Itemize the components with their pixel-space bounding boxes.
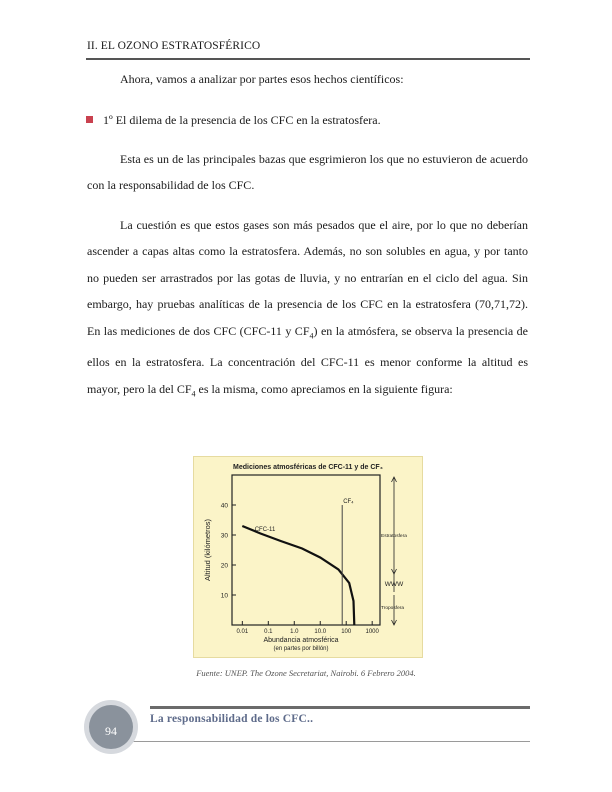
y-tick-label: 30 bbox=[220, 532, 228, 540]
page-number: 94 bbox=[89, 705, 133, 749]
layer-label-troposphere: Troposfera bbox=[381, 606, 405, 611]
bullet-item bbox=[86, 111, 381, 129]
x-axis-sublabel: (en partes por billón) bbox=[273, 646, 329, 652]
tropopause-symbol: WWW bbox=[384, 581, 404, 588]
series-label-cfc-11: CFC-11 bbox=[254, 527, 276, 533]
chart-svg bbox=[194, 457, 422, 657]
chart-title: Mediciones atmosféricas de CFC-11 y de CF₄ bbox=[233, 464, 383, 471]
footer-divider-top bbox=[150, 706, 530, 709]
paragraph-2-subscript-2: 4 bbox=[191, 389, 196, 399]
figure-caption: Fuente: UNEP. The Ozone Secretariat, Nairobi. 6 Febrero 2004. bbox=[196, 668, 416, 678]
layer-label-stratosphere: Estratosfera bbox=[381, 534, 407, 539]
page-header-title: II. EL OZONO ESTRATOSFÉRICO bbox=[87, 40, 261, 52]
paragraph-1: Esta es un de las principales bazas que esgrimieron los que no estuvieron de acuerdo con la responsabilidad de los CFC. bbox=[87, 152, 528, 193]
y-tick-label: 40 bbox=[220, 502, 228, 510]
bullet-text: 1º El dilema de la presencia de los CFC en la estratosfera. bbox=[103, 113, 381, 127]
series-line-cfc-11 bbox=[242, 526, 354, 625]
paragraph-2-subscript-1: 4 bbox=[309, 331, 314, 341]
paragraph-2-part-a: La cuestión es que estos gases son más pesados que el aire, por lo que no deberían ascender a capas altas como la estratosfera. Además, no son solubles en agua, y por tanto no pueden ser arrastrados por las gotas de lluvia, y no entrarían en el ciclo del agua. Sin embargo, hay pruebas analíticas de la presencia de los CFC en la estratosfera (70,71,72). En las mediciones de dos CFC (CFC-11 y CF bbox=[87, 218, 528, 338]
footer-divider-bottom bbox=[130, 741, 530, 742]
y-tick-label: 10 bbox=[220, 592, 228, 600]
x-tick-label: 0.1 bbox=[264, 629, 273, 635]
x-tick-label: 1.0 bbox=[290, 629, 299, 635]
y-axis-label: Altitud (kilómetros) bbox=[203, 518, 212, 582]
paragraph-2-part-b: ) en la atmósfera, se observa la presencia de ellos en la estratosfera. La concentración del CFC-11 es menor conforme la altitud es mayor, pero la del CF bbox=[87, 323, 528, 396]
header-divider bbox=[86, 58, 530, 60]
x-tick-label: 1000 bbox=[365, 629, 379, 635]
paragraph-2 bbox=[87, 212, 528, 408]
footer-title: La responsabilidad de los CFC.. bbox=[150, 713, 314, 725]
y-tick-label: 20 bbox=[220, 562, 228, 570]
intro-paragraph: Ahora, vamos a analizar por partes esos hechos científicos: bbox=[120, 72, 404, 86]
chart-figure bbox=[193, 456, 423, 658]
x-axis-label: Abundancia atmosférica bbox=[263, 637, 339, 644]
x-tick-label: 0.01 bbox=[236, 629, 249, 635]
x-tick-label: 100 bbox=[341, 629, 352, 635]
x-tick-label: 10.0 bbox=[314, 629, 327, 635]
series-label-cf4: CF₄ bbox=[343, 499, 354, 505]
square-bullet-icon bbox=[86, 116, 93, 123]
paragraph-2-part-c: es la misma, como apreciamos en la siguiente figura: bbox=[195, 381, 453, 396]
